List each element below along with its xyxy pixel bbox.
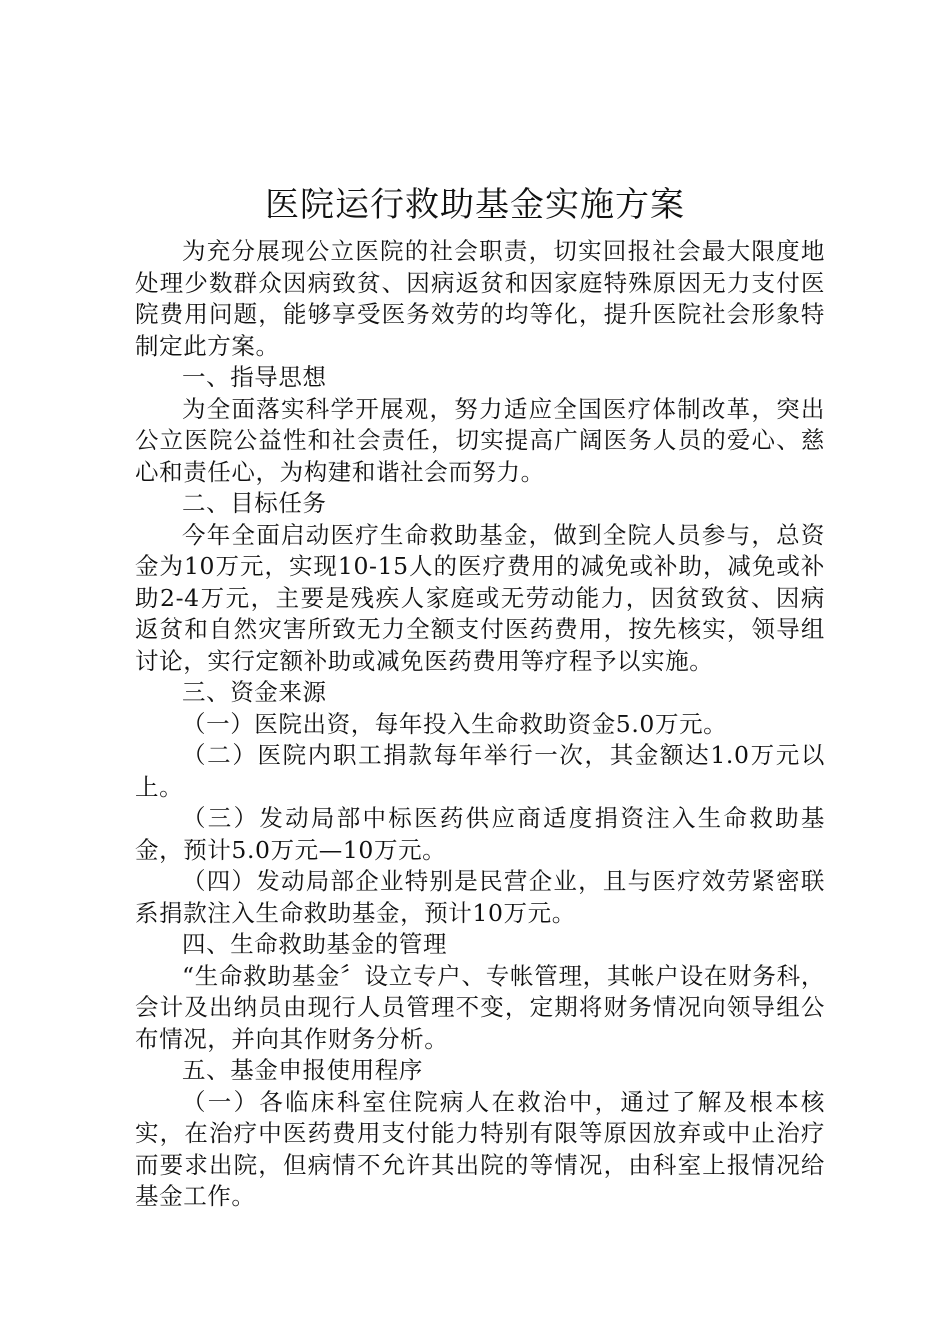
section-heading-application-procedure: 五、基金申报使用程序 — [182, 1056, 423, 1084]
application-procedure-item-1: （一）各临床科室住院病人在救治中，通过了解及根本核实，在治疗中医药费用支付能力特别有限等原因放弃或中止治疗而要求出院，但病情不允许其出院的等情况，由科室上报情况给基金工作。 — [135, 1087, 825, 1210]
section-heading-guiding-ideology: 一、指导思想 — [182, 363, 327, 391]
objectives-paragraph: 今年全面启动医疗生命救助基金，做到全院人员参与，总资金为10万元，实现10-15人的医疗费用的减免或补助，减免或补助2-4万元，主要是残疾人家庭或无劳动能力，因贫致贫、因病返贫和自然灾害所致无力全额支付医药费用，按先核实，领导组讨论，实行定额补助或减免医药费用等疗程予以实施。 — [135, 520, 825, 675]
fund-management-paragraph: “生命救助基金〞设立专户、专帐管理，其帐户设在财务科，会计及出纳员由现行人员管理不变，定期将财务情况向领导组公布情况，并向其作财务分析。 — [135, 961, 825, 1053]
guiding-ideology-paragraph: 为全面落实科学开展观，努力适应全国医疗体制改革，突出公立医院公益性和社会责任，切实提高广阔医务人员的爱心、慈心和责任心，为构建和谐社会而努力。 — [135, 394, 825, 486]
funding-source-item-2: （二）医院内职工捐款每年举行一次，其金额达1.0万元以上。 — [135, 741, 825, 801]
funding-source-item-1: （一）医院出资，每年投入生命救助资金5.0万元。 — [182, 709, 728, 738]
document-title: 医院运行救助基金实施方案 — [265, 185, 685, 225]
section-heading-objectives: 二、目标任务 — [182, 489, 327, 517]
document-body — [135, 236, 825, 1213]
section-heading-fund-management: 四、生命救助基金的管理 — [182, 930, 448, 958]
funding-source-item-3: （三）发动局部中标医药供应商适度捐资注入生命救助基金，预计5.0万元—10万元。 — [135, 804, 825, 864]
funding-source-item-4: （四）发动局部企业特别是民营企业，且与医疗效劳紧密联系捐款注入生命救助基金，预计10万元。 — [135, 867, 825, 927]
intro-paragraph: 为充分展现公立医院的社会职责，切实回报社会最大限度地处理少数群众因病致贫、因病返贫和因家庭特殊原因无力支付医院费用问题，能够享受医务效劳的均等化，提升医院社会形象特制定此方案。 — [135, 237, 825, 360]
section-heading-funding-sources: 三、资金来源 — [182, 678, 327, 706]
